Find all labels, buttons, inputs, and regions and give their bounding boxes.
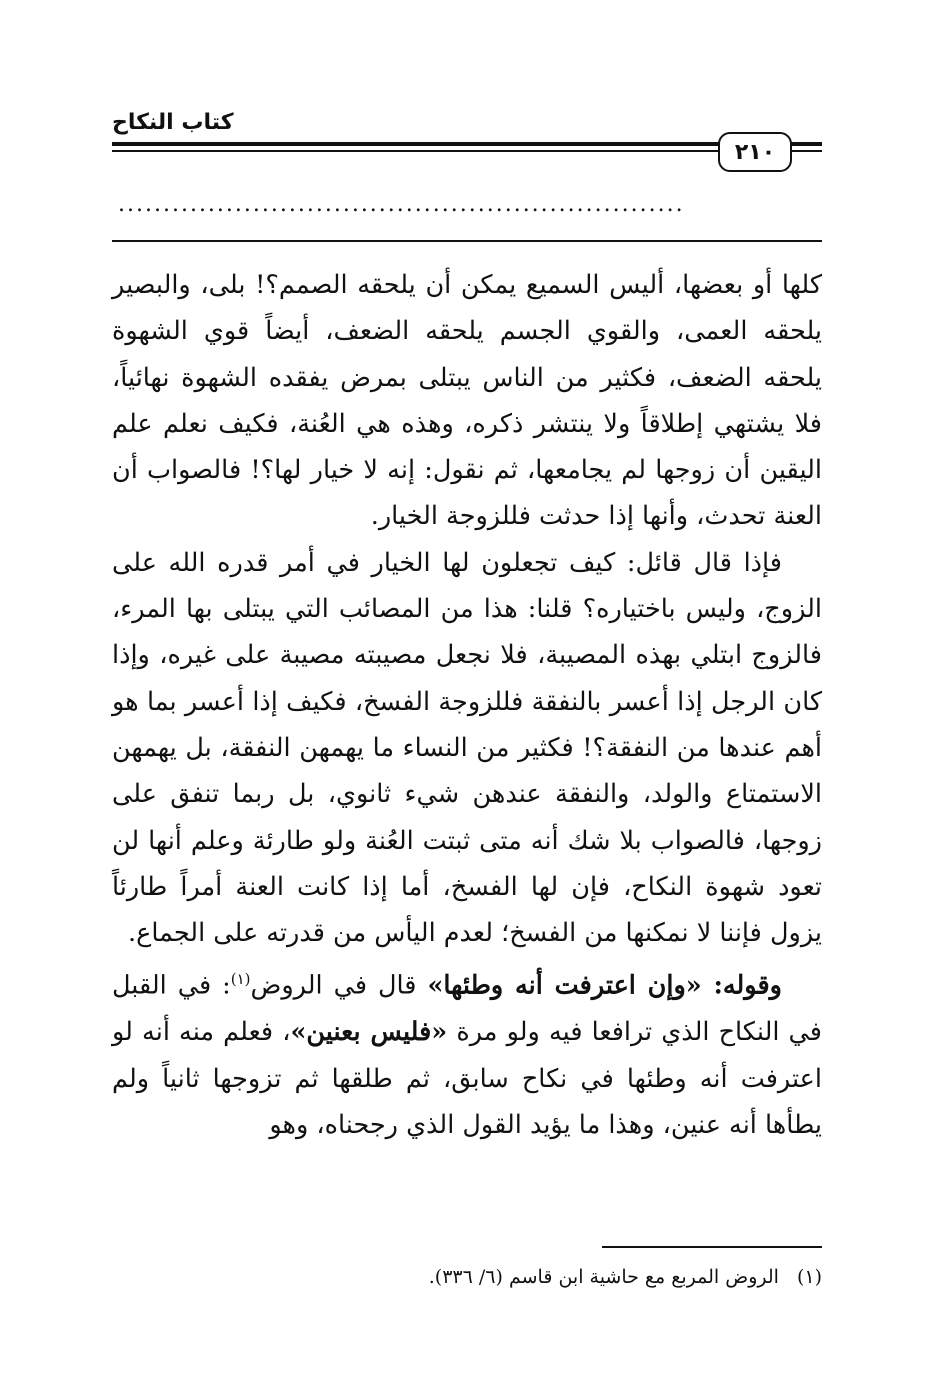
content-top-rule (112, 240, 822, 242)
quoted-text-1: «وإن اعترفت أنه وطئها» (427, 970, 702, 1001)
paragraph-1: كلها أو بعضها، أليس السميع يمكن أن يلحقه الصمم؟! بلى، والبصير يلحقه العمى، والقوي الجسم يلحقه الضعف، أيضاً قوي الشهوة يلحقه الضعف، فكثير من الناس يبتلى بمرض يفقده الشهوة نهائياً، فلا يشتهي إطلاقاً ولا ينتشر ذكره، وهذه هي العُنة، فكيف نعلم علم اليقين أن زوجها لم يجامعها، ثم نقول: إنه لا خيار لها؟! فالصواب أن العنة تحدث، وأنها إذا حدثت فللزوجة الخيار. (112, 270, 822, 532)
page-number-text: ٢١٠ (734, 139, 776, 165)
header-rule-thin (112, 150, 822, 152)
quoted-text-2: «فليس بعنين» (290, 1017, 448, 1048)
footnote-text: الروض المربع مع حاشية ابن قاسم (٦/ ٣٣٦). (428, 1266, 779, 1288)
footnote-ref[interactable]: (١) (230, 970, 251, 989)
footnote-rule (602, 1246, 822, 1248)
page-number (718, 132, 792, 172)
paragraph-3-part-a: قال في الروض (250, 970, 428, 1001)
footnote (112, 1262, 822, 1292)
page-header (112, 108, 822, 168)
paragraph-3 (112, 956, 822, 1148)
paragraph-3-lead: وقوله: (701, 970, 782, 1001)
paragraph-3-part-c: ، فعلم منه أنه لو اعترفت أنه وطئها في نكاح سابق، ثم طلقها ثم تزوجها ثانياً ولم يطأها أنه عنين، وهذا ما يؤيد القول الذي رجحناه، وهو (112, 1017, 822, 1140)
paragraph-3-part-b: : في القبل في النكاح الذي ترافعا فيه ولو مرة (112, 970, 822, 1048)
dotted-separator: ............................................................... (118, 192, 685, 217)
footnote-number: (١) (796, 1266, 822, 1288)
book-title: كتاب النكاح (112, 110, 234, 135)
header-rule-thick (112, 142, 822, 146)
paragraph-2: فإذا قال قائل: كيف تجعلون لها الخيار في أمر قدره الله على الزوج، وليس باختياره؟ قلنا: هذا من المصائب التي يبتلى بها المرء، فالزوج ابتلي بهذه المصيبة، فلا نجعل مصيبته مصيبة على غيره، وإذا كان الرجل إذا أعسر بالنفقة فللزوجة الفسخ، فكيف إذا أعسر بما هو أهم عندها من النفقة؟! فكثير من النساء ما يهمهن النفقة، بل يهمهن الاستمتاع والولد، والنفقة عندهن شيء ثانوي، بل ربما تنفق على زوجها، فالصواب بلا شك أنه متى ثبتت العُنة ولو طارئة وعلم أنها لن تعود شهوة النكاح، فإن لها الفسخ، أما إذا كانت العنة أمراً طارئاً يزول فإننا لا نمكنها من الفسخ؛ لعدم اليأس من قدرته على الجماع. (112, 547, 822, 949)
main-text (112, 262, 822, 1148)
